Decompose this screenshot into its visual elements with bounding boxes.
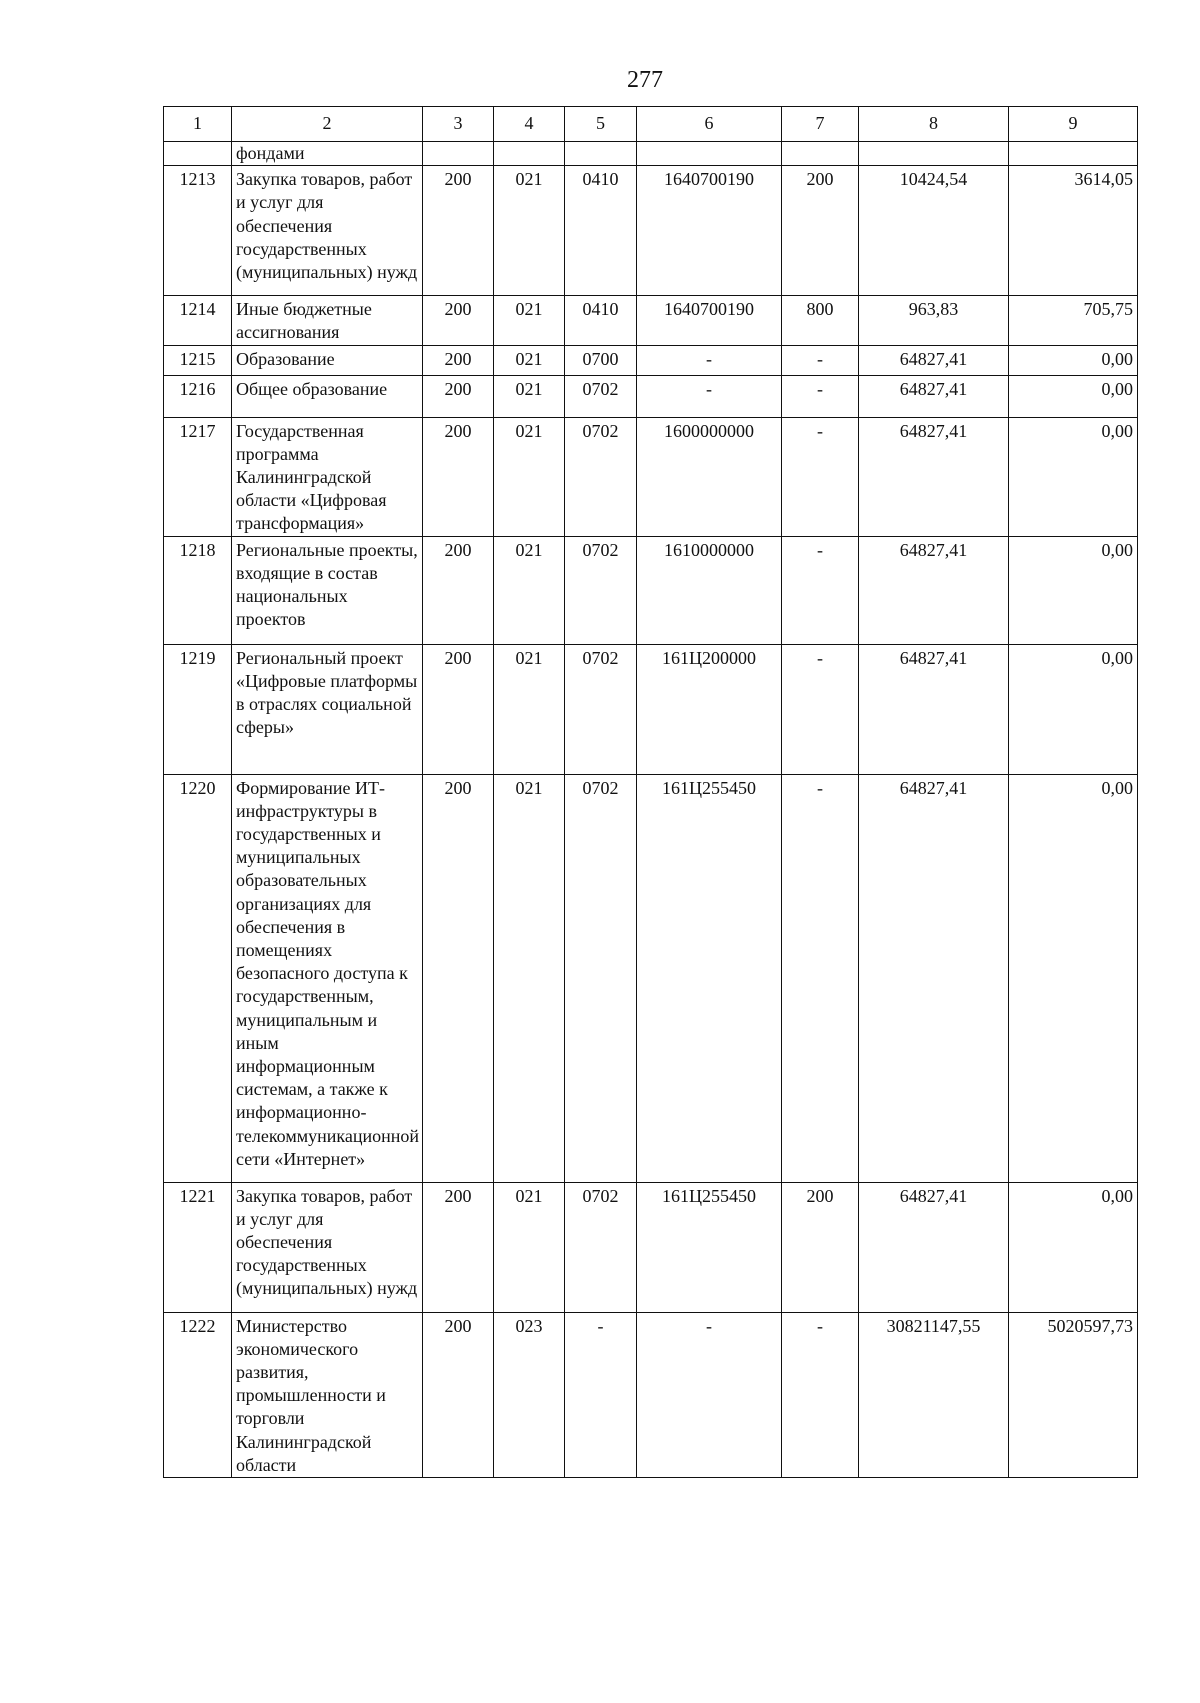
row-name-cell: Государственная программа Калининградской области «Цифровая трансформация» <box>232 417 423 536</box>
col7-cell: - <box>782 644 859 774</box>
header-cell: 7 <box>782 107 859 142</box>
col3-cell: 200 <box>423 417 494 536</box>
col6-cell: 161Ц255450 <box>637 774 782 1182</box>
row-name-cell: Формирование ИТ-инфраструктуры в государственных и муниципальных образовательных организациях для обеспечения в помещениях безопасного доступа к государственным, муниципальным и иным информационным системам, а также к информационно-телекоммуникационной сети «Интернет» <box>232 774 423 1182</box>
header-row <box>164 107 1138 142</box>
col8-value-cell: 30821147,55 <box>859 1312 1009 1477</box>
col5-cell: 0700 <box>565 345 637 375</box>
col3-cell: 200 <box>423 1312 494 1477</box>
col6-cell: 161Ц255450 <box>637 1182 782 1312</box>
col8-value-cell: 64827,41 <box>859 345 1009 375</box>
col9-value-cell: 0,00 <box>1009 375 1138 417</box>
col9-value-cell: 0,00 <box>1009 1182 1138 1312</box>
col4-cell: 023 <box>494 1312 565 1477</box>
col5-cell: - <box>565 1312 637 1477</box>
col4-cell: 021 <box>494 774 565 1182</box>
col3-cell: 200 <box>423 296 494 345</box>
header-cell: 3 <box>423 107 494 142</box>
col9-value-cell: 5020597,73 <box>1009 1312 1138 1477</box>
col4-cell: 021 <box>494 296 565 345</box>
col6-cell: 1640700190 <box>637 166 782 296</box>
row-name-cell: Закупка товаров, работ и услуг для обеспечения государственных (муниципальных) нужд <box>232 166 423 296</box>
header-cell: 4 <box>494 107 565 142</box>
col9-value-cell: 0,00 <box>1009 417 1138 536</box>
col7-cell: 800 <box>782 296 859 345</box>
budget-table <box>163 106 1138 1478</box>
col3-cell: 200 <box>423 1182 494 1312</box>
continuation-row <box>164 142 1138 166</box>
col6-cell: 1610000000 <box>637 536 782 644</box>
col6-cell: 161Ц200000 <box>637 644 782 774</box>
page-number: 277 <box>627 67 663 93</box>
col9-value-cell: 3614,05 <box>1009 166 1138 296</box>
col4-cell: 021 <box>494 345 565 375</box>
col7-cell: - <box>782 536 859 644</box>
continuation-text: фондами <box>232 142 423 166</box>
row-number-cell: 1217 <box>164 417 232 536</box>
col9-value-cell: 0,00 <box>1009 536 1138 644</box>
col6-cell: 1600000000 <box>637 417 782 536</box>
header-cell: 5 <box>565 107 637 142</box>
header-cell: 6 <box>637 107 782 142</box>
col6-cell: - <box>637 1312 782 1477</box>
row-number-cell: 1214 <box>164 296 232 345</box>
table-row <box>164 1312 1138 1477</box>
row-name-cell: Региональные проекты, входящие в состав национальных проектов <box>232 536 423 644</box>
table-row <box>164 345 1138 375</box>
col5-cell: 0410 <box>565 166 637 296</box>
header-cell: 2 <box>232 107 423 142</box>
header-cell: 1 <box>164 107 232 142</box>
col5-cell: 0702 <box>565 417 637 536</box>
col5-cell: 0702 <box>565 1182 637 1312</box>
col4-cell: 021 <box>494 166 565 296</box>
row-number-cell: 1218 <box>164 536 232 644</box>
col8-value-cell: 64827,41 <box>859 536 1009 644</box>
row-name-cell: Общее образование <box>232 375 423 417</box>
row-name-cell: Региональный проект «Цифровые платформы в отраслях социальной сферы» <box>232 644 423 774</box>
col8-value-cell: 64827,41 <box>859 375 1009 417</box>
col7-cell: 200 <box>782 166 859 296</box>
table-row <box>164 296 1138 345</box>
col8-value-cell: 10424,54 <box>859 166 1009 296</box>
col7-cell: 200 <box>782 1182 859 1312</box>
row-number-cell: 1215 <box>164 345 232 375</box>
table-row <box>164 375 1138 417</box>
table-row <box>164 417 1138 536</box>
col4-cell: 021 <box>494 536 565 644</box>
row-number-cell: 1216 <box>164 375 232 417</box>
table-row <box>164 644 1138 774</box>
col9-value-cell: 0,00 <box>1009 644 1138 774</box>
col8-value-cell: 64827,41 <box>859 644 1009 774</box>
col4-cell: 021 <box>494 375 565 417</box>
col3-cell: 200 <box>423 375 494 417</box>
col8-value-cell: 64827,41 <box>859 774 1009 1182</box>
row-number-cell: 1213 <box>164 166 232 296</box>
col5-cell: 0702 <box>565 536 637 644</box>
table-row <box>164 1182 1138 1312</box>
col7-cell: - <box>782 1312 859 1477</box>
col3-cell: 200 <box>423 774 494 1182</box>
col8-value-cell: 963,83 <box>859 296 1009 345</box>
col4-cell: 021 <box>494 417 565 536</box>
row-name-cell: Закупка товаров, работ и услуг для обеспечения государственных (муниципальных) нужд <box>232 1182 423 1312</box>
col9-value-cell: 0,00 <box>1009 345 1138 375</box>
col4-cell: 021 <box>494 644 565 774</box>
col3-cell: 200 <box>423 345 494 375</box>
col5-cell: 0702 <box>565 774 637 1182</box>
col6-cell: - <box>637 375 782 417</box>
col5-cell: 0702 <box>565 375 637 417</box>
header-cell: 8 <box>859 107 1009 142</box>
col7-cell: - <box>782 375 859 417</box>
row-number-cell: 1219 <box>164 644 232 774</box>
row-number-cell: 1220 <box>164 774 232 1182</box>
col6-cell: 1640700190 <box>637 296 782 345</box>
row-name-cell: Министерство экономического развития, промышленности и торговли Калининградской области <box>232 1312 423 1477</box>
col3-cell: 200 <box>423 644 494 774</box>
row-number-cell: 1222 <box>164 1312 232 1477</box>
col7-cell: - <box>782 417 859 536</box>
col5-cell: 0702 <box>565 644 637 774</box>
row-name-cell: Иные бюджетные ассигнования <box>232 296 423 345</box>
table-row <box>164 166 1138 296</box>
row-name-cell: Образование <box>232 345 423 375</box>
col5-cell: 0410 <box>565 296 637 345</box>
row-number-cell: 1221 <box>164 1182 232 1312</box>
col7-cell: - <box>782 774 859 1182</box>
table-row <box>164 774 1138 1182</box>
col3-cell: 200 <box>423 166 494 296</box>
col9-value-cell: 0,00 <box>1009 774 1138 1182</box>
col7-cell: - <box>782 345 859 375</box>
col4-cell: 021 <box>494 1182 565 1312</box>
col8-value-cell: 64827,41 <box>859 1182 1009 1312</box>
col8-value-cell: 64827,41 <box>859 417 1009 536</box>
header-cell: 9 <box>1009 107 1138 142</box>
col3-cell: 200 <box>423 536 494 644</box>
col6-cell: - <box>637 345 782 375</box>
col9-value-cell: 705,75 <box>1009 296 1138 345</box>
table-row <box>164 536 1138 644</box>
